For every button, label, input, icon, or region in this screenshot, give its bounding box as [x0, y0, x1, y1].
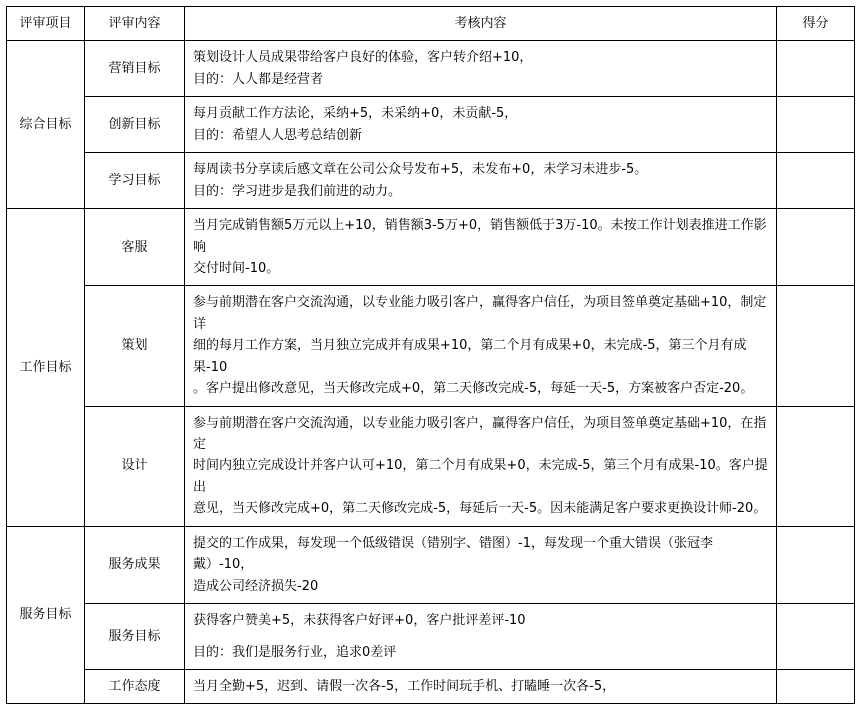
assessment-cell: [185, 526, 777, 603]
assessment-cell: [185, 604, 777, 670]
assessment-line: 目的：我们是服务行业，追求0差评: [193, 644, 397, 660]
assessment-line: 当月完成销售额5万元以上+10，销售额3-5万+0，销售额低于3万-10。未按工作计划表推进工作影响: [193, 218, 767, 255]
assessment-line: 每月贡献工作方法论，采纳+5，未采纳+0，未贡献-5，: [193, 106, 518, 122]
score-cell[interactable]: [777, 97, 855, 153]
assessment-line-gap: [193, 632, 768, 642]
assessment-line: 。客户提出修改意见，当天修改完成+0，第二天修改完成-5，每延一天-5，方案被客户否定-20。: [193, 381, 754, 397]
column-header-project: 评审项目: [7, 7, 85, 41]
assessment-line: 获得客户赞美+5，未获得客户好评+0，客户批评差评-10: [193, 613, 526, 629]
score-cell[interactable]: [777, 669, 855, 703]
score-cell[interactable]: [777, 209, 855, 286]
group-cell: 工作目标: [7, 209, 85, 527]
subcategory-cell: 策划: [85, 286, 185, 406]
table-row: [7, 669, 855, 703]
column-header-assessment: 考核内容: [185, 7, 777, 41]
table-header: [7, 7, 855, 41]
table-row: [7, 526, 855, 603]
score-cell[interactable]: [777, 286, 855, 406]
group-cell: 服务目标: [7, 526, 85, 704]
assessment-cell: [185, 153, 777, 209]
assessment-cell: [185, 97, 777, 153]
assessment-line: 时间内独立完成设计并客户认可+10，第二个月有成果+0，未完成-5，第三个月有成果-10。客户提出: [193, 458, 768, 495]
column-header-score: 得分: [777, 7, 855, 41]
assessment-cell: [185, 406, 777, 526]
subcategory-cell: 服务目标: [85, 604, 185, 670]
score-cell[interactable]: [777, 526, 855, 603]
score-cell[interactable]: [777, 153, 855, 209]
assessment-line: 目的：学习进步是我们前进的动力。: [193, 183, 402, 199]
assessment-line: 目的：希望人人思考总结创新: [193, 127, 363, 143]
table-row: [7, 153, 855, 209]
assessment-line: 造成公司经济损失-20: [193, 578, 319, 594]
column-header-content-category: 评审内容: [85, 7, 185, 41]
table-header-row: [7, 7, 855, 41]
assessment-line: 每周读书分享读后感文章在公司公众号发布+5，未发布+0，未学习未进步-5。: [193, 162, 648, 178]
assessment-line: 参与前期潜在客户交流沟通，以专业能力吸引客户，赢得客户信任，为项目签单奠定基础+10，制定详: [193, 295, 767, 332]
assessment-cell: [185, 669, 777, 703]
table-row: [7, 406, 855, 526]
table-row: [7, 209, 855, 286]
table-body: [7, 41, 855, 704]
score-cell[interactable]: [777, 41, 855, 97]
subcategory-cell: 服务成果: [85, 526, 185, 603]
assessment-line: 参与前期潜在客户交流沟通，以专业能力吸引客户，赢得客户信任，为项目签单奠定基础+10，在指定: [193, 415, 767, 452]
table-row: [7, 41, 855, 97]
assessment-line: 交付时间-10。: [193, 260, 280, 276]
assessment-cell: [185, 41, 777, 97]
assessment-line: 当月全勤+5，迟到、请假一次各-5，工作时间玩手机、打瞌睡一次各-5，: [193, 678, 616, 694]
assessment-line: 目的：人人都是经营者: [193, 71, 324, 87]
assessment-cell: [185, 286, 777, 406]
score-cell[interactable]: [777, 406, 855, 526]
group-cell: 综合目标: [7, 41, 85, 209]
table-row: [7, 286, 855, 406]
table-row: [7, 604, 855, 670]
evaluation-table: [6, 6, 855, 704]
score-cell[interactable]: [777, 604, 855, 670]
assessment-line: 意见，当天修改完成+0，第二天修改完成-5，每延后一天-5。因未能满足客户要求更换设计师-20。: [193, 501, 767, 517]
subcategory-cell: 设计: [85, 406, 185, 526]
subcategory-cell: 创新目标: [85, 97, 185, 153]
subcategory-cell: 营销目标: [85, 41, 185, 97]
subcategory-cell: 学习目标: [85, 153, 185, 209]
assessment-cell: [185, 209, 777, 286]
assessment-line: 提交的工作成果，每发现一个低级错误（错别字、错图）-1，每发现一个重大错误（张冠李戴）-10，: [193, 535, 713, 573]
assessment-line: 细的每月工作方案，当月独立完成并有成果+10，第二个月有成果+0，未完成-5，第三个月有成果-10: [193, 338, 747, 375]
subcategory-cell: 工作态度: [85, 669, 185, 703]
table-row: [7, 97, 855, 153]
assessment-line: 策划设计人员成果带给客户良好的体验，客户转介绍+10，: [193, 50, 533, 66]
subcategory-cell: 客服: [85, 209, 185, 286]
